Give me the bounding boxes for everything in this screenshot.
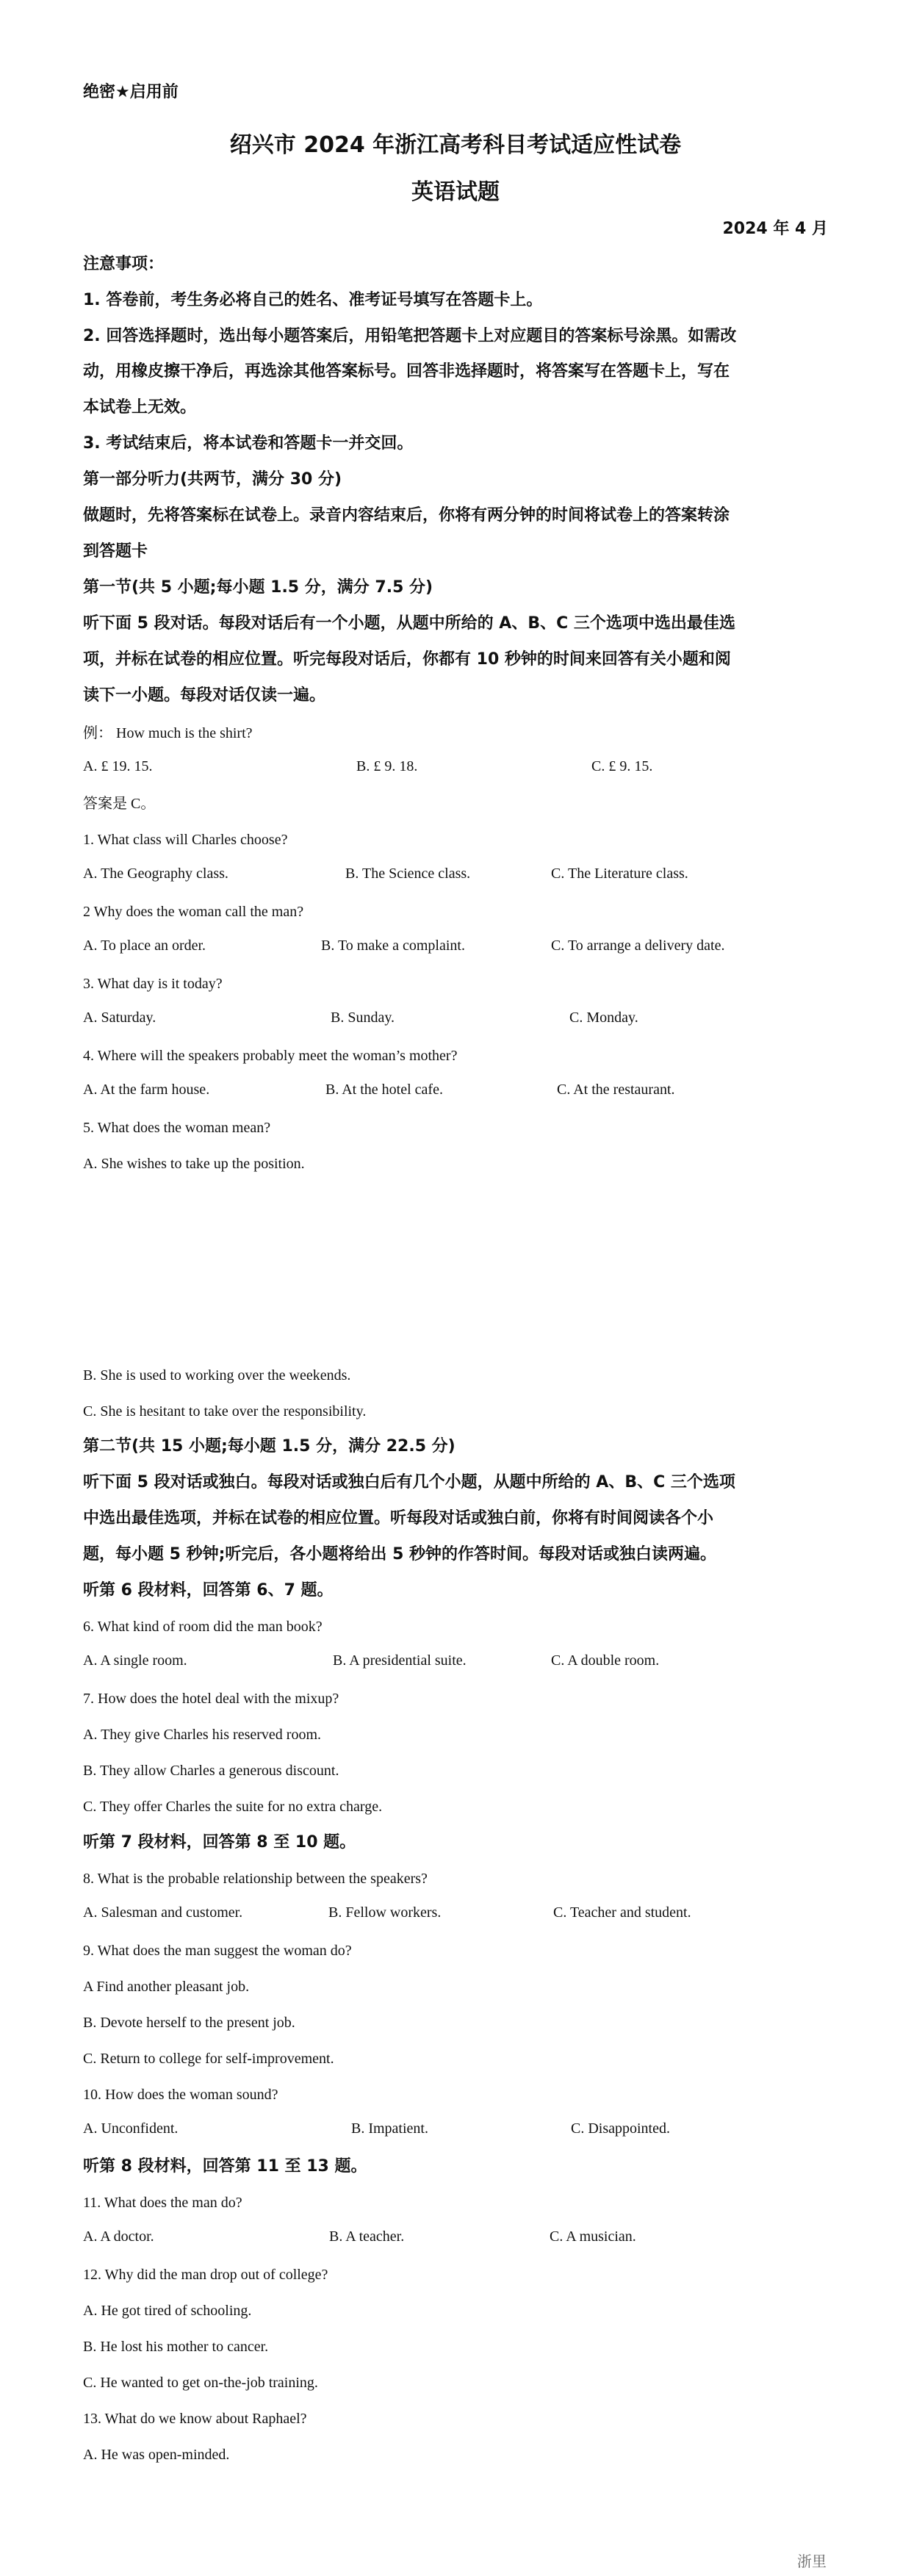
question-13: 13. What do we know about Raphael?	[83, 2411, 307, 2427]
question-11-option-a: A. A doctor.	[83, 2228, 154, 2245]
question-1-option-c: C. The Literature class.	[551, 866, 688, 882]
question-6-option-a: A. A single room.	[83, 1652, 187, 1669]
question-8-option-a: A. Salesman and customer.	[83, 1904, 243, 1921]
question-5-option-b: B. She is used to working over the weekends.	[83, 1367, 351, 1384]
question-7-option-a: A. They give Charles his reserved room.	[83, 1727, 321, 1743]
question-2-option-b: B. To make a complaint.	[321, 938, 465, 954]
question-12: 12. Why did the man drop out of college?	[83, 2267, 328, 2283]
question-6: 6. What kind of room did the man book?	[83, 1619, 323, 1635]
question-9-option-b: B. Devote herself to the present job.	[83, 2015, 295, 2031]
question-1: 1. What class will Charles choose?	[83, 832, 288, 848]
question-11-option-b: B. A teacher.	[329, 2228, 405, 2245]
question-6-option-b: B. A presidential suite.	[333, 1652, 467, 1669]
section2-instructions: 听下面 5 段对话或独白。每段对话或独白后有几个小题，从题中所给的 A、B、C 三个选项	[83, 1473, 735, 1492]
question-3-option-a: A. Saturday.	[83, 1010, 156, 1026]
material-8-heading: 听第 8 段材料，回答第 11 至 13 题。	[83, 2157, 367, 2176]
example-option-c: C. £ 9. 15.	[591, 758, 653, 774]
exam-date: 2024 年 4 月	[722, 220, 828, 238]
question-9-option-c: C. Return to college for self-improvement.	[83, 2051, 334, 2067]
question-5-option-a: A. She wishes to take up the position.	[83, 1156, 305, 1172]
question-2-option-c: C. To arrange a delivery date.	[551, 938, 725, 954]
section2-instructions-cont: 中选出最佳选项，并标在试卷的相应位置。听每段对话或独白前，你将有时间阅读各个小	[83, 1509, 714, 1528]
question-7-option-c: C. They offer Charles the suite for no extra charge.	[83, 1799, 383, 1815]
question-10-option-b: B. Impatient.	[351, 2120, 428, 2137]
question-12-option-b: B. He lost his mother to cancer.	[83, 2339, 269, 2355]
question-10-option-c: C. Disappointed.	[571, 2120, 670, 2137]
question-4-option-b: B. At the hotel cafe.	[325, 1082, 443, 1098]
question-12-option-a: A. He got tired of schooling.	[83, 2303, 252, 2319]
question-5-option-c: C. She is hesitant to take over the responsibility.	[83, 1403, 367, 1420]
notice-item-1: 1. 答卷前，考生务必将自己的姓名、准考证号填写在答题卡上。	[83, 291, 543, 309]
exam-subtitle: 英语试题	[411, 179, 500, 205]
section2-instructions-cont: 题，每小题 5 秒钟;听完后，各小题将给出 5 秒钟的作答时间。每段对话或独白读两遍。	[83, 1545, 717, 1564]
question-10-option-a: A. Unconfident.	[83, 2120, 179, 2137]
question-2-option-a: A. To place an order.	[83, 938, 206, 954]
question-4-option-a: A. At the farm house.	[83, 1082, 210, 1098]
notice-item-2-cont: 本试卷上无效。	[83, 398, 197, 417]
part1-heading: 第一部分听力(共两节，满分 30 分)	[83, 470, 342, 489]
question-9-option-a: A Find another pleasant job.	[83, 1979, 250, 1995]
question-2: 2 Why does the woman call the man?	[83, 904, 304, 920]
question-11: 11. What does the man do?	[83, 2195, 242, 2211]
exam-title: 绍兴市 2024 年浙江高考科目考试适应性试卷	[229, 132, 682, 158]
section2-heading: 第二节(共 15 小题;每小题 1.5 分，满分 22.5 分)	[83, 1437, 455, 1456]
question-4: 4. Where will the speakers probably meet the woman’s mother?	[83, 1048, 458, 1064]
material-7-heading: 听第 7 段材料，回答第 8 至 10 题。	[83, 1833, 356, 1852]
question-5: 5. What does the woman mean?	[83, 1120, 271, 1136]
question-8: 8. What is the probable relationship between the speakers?	[83, 1871, 428, 1887]
question-1-option-a: A. The Geography class.	[83, 866, 228, 882]
section1-instructions-cont: 项，并标在试卷的相应位置。听完每段对话后，你都有 10 秒钟的时间来回答有关小题和阅	[83, 650, 731, 669]
question-3-option-c: C. Monday.	[569, 1010, 638, 1026]
notice-item-2-cont: 动，用橡皮擦干净后，再选涂其他答案标号。回答非选择题时，将答案写在答题卡上，写在	[83, 362, 730, 381]
question-4-option-c: C. At the restaurant.	[557, 1082, 675, 1098]
section1-instructions: 听下面 5 段对话。每段对话后有一个小题，从题中所给的 A、B、C 三个选项中选出最佳选	[83, 614, 735, 633]
example-question: 例： How much is the shirt?	[83, 725, 253, 741]
question-6-option-c: C. A double room.	[551, 1652, 660, 1669]
question-3-option-b: B. Sunday.	[331, 1010, 395, 1026]
notice-item-2: 2. 回答选择题时，选出每小题答案后，用铅笔把答题卡上对应题目的答案标号涂黑。如需改	[83, 327, 737, 345]
question-12-option-c: C. He wanted to get on-the-job training.	[83, 2375, 318, 2391]
question-7: 7. How does the hotel deal with the mixup?	[83, 1691, 339, 1707]
question-10: 10. How does the woman sound?	[83, 2087, 278, 2103]
question-9: 9. What does the man suggest the woman do?	[83, 1943, 352, 1959]
question-11-option-c: C. A musician.	[550, 2228, 636, 2245]
question-1-option-b: B. The Science class.	[345, 866, 471, 882]
confidential-label: 绝密★启用前	[83, 83, 179, 101]
example-option-b: B. £ 9. 18.	[356, 758, 418, 774]
section1-instructions-cont: 读下一小题。每段对话仅读一遍。	[83, 686, 326, 705]
footer-watermark: 浙里	[797, 2552, 827, 2570]
section1-heading: 第一节(共 5 小题;每小题 1.5 分，满分 7.5 分)	[83, 578, 433, 597]
part1-intro-cont: 到答题卡	[83, 542, 148, 561]
question-8-option-c: C. Teacher and student.	[553, 1904, 691, 1921]
question-8-option-b: B. Fellow workers.	[328, 1904, 442, 1921]
notice-heading: 注意事项：	[83, 255, 165, 273]
example-option-a: A. £ 19. 15.	[83, 758, 153, 774]
example-answer: 答案是 C。	[83, 796, 156, 812]
material-6-heading: 听第 6 段材料，回答第 6、7 题。	[83, 1581, 334, 1600]
question-3: 3. What day is it today?	[83, 976, 223, 992]
part1-intro: 做题时，先将答案标在试卷上。录音内容结束后，你将有两分钟的时间将试卷上的答案转涂	[83, 506, 730, 525]
notice-item-3: 3. 考试结束后，将本试卷和答题卡一并交回。	[83, 434, 414, 453]
question-13-option-a: A. He was open-minded.	[83, 2447, 230, 2463]
question-7-option-b: B. They allow Charles a generous discount.	[83, 1763, 339, 1779]
